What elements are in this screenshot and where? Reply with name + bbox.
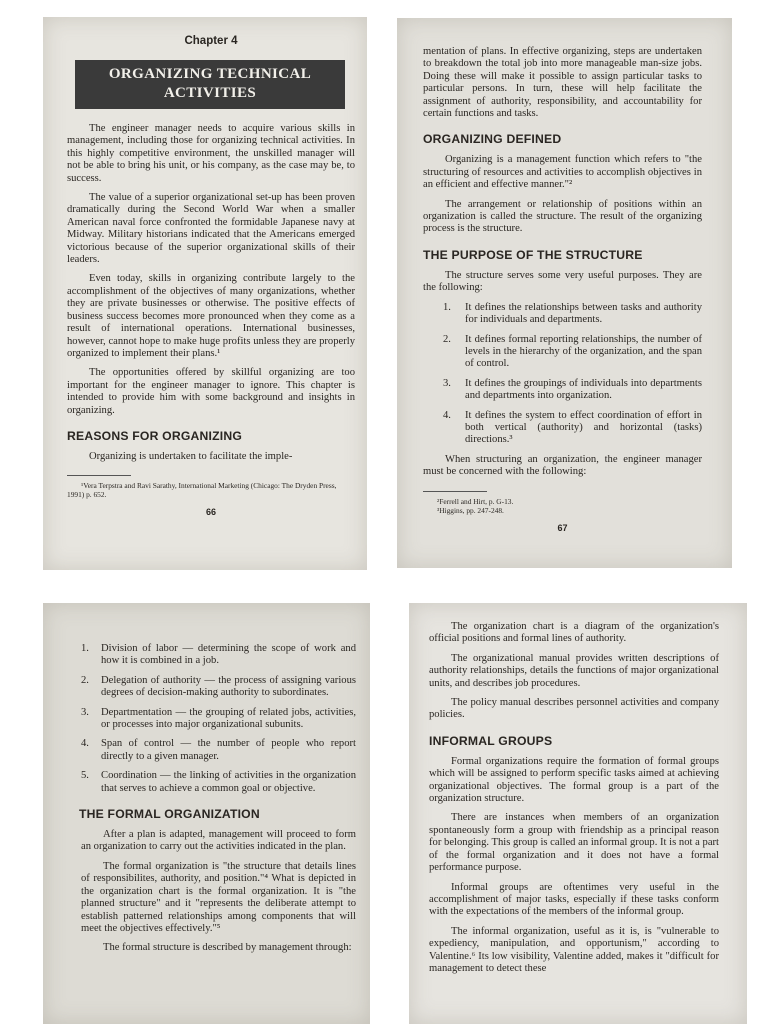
list-number: 2. bbox=[81, 674, 89, 686]
chapter-label: Chapter 4 bbox=[184, 35, 238, 47]
paragraph: After a plan is adapted, management will proceed to form an organization to carry out the activities indicated in the plan. bbox=[81, 829, 356, 853]
list-number: 2. bbox=[443, 333, 451, 345]
paragraph: Even today, skills in organizing contribute largely to the accomplishment of the objectives of many organizations, whether they are private businesses or otherwise. The positive effects of business success becomes more pronounced when they come as a result of international operations. International businesses, however, cannot hope to make huge profits unless they are properly organized to implement their plans.¹ bbox=[67, 273, 355, 359]
list-item bbox=[443, 334, 702, 371]
footnote-divider bbox=[423, 491, 487, 492]
list-item bbox=[81, 675, 356, 700]
list-number: 3. bbox=[81, 706, 89, 718]
list-item bbox=[81, 738, 356, 763]
list-item bbox=[443, 302, 702, 327]
list-text: Delegation of authority — the process of assigning various degrees of decision-making authority to subordinates. bbox=[101, 674, 356, 699]
paragraph: The value of a superior organizational set-up has been proven dramatically during the Second World War when a smaller American naval force confronted the formidable Japanese navy at Midway. Military historians indicated that the Americans emerged victorious because of the superior organizational skills of their leaders. bbox=[67, 192, 355, 266]
list-item bbox=[443, 378, 702, 403]
list-item bbox=[81, 643, 356, 668]
section-heading: THE FORMAL ORGANIZATION bbox=[79, 807, 260, 822]
page-68 bbox=[43, 603, 370, 1024]
list-text: Division of labor — determining the scope of work and how it is combined in a job. bbox=[101, 643, 356, 667]
numbered-list bbox=[443, 302, 702, 447]
paragraph: The formal organization is "the structure that details lines of responsibilites, authority, and position."⁴ What is depicted in the organization chart is the formal organization. It is "the planned structure" and it "represents the deliberate attempt to establish patterned relationships among components that will meet the objectives effectively."⁵ bbox=[81, 860, 356, 934]
paragraph: The structure serves some very useful purposes. They are the following: bbox=[423, 269, 702, 294]
footnote-divider bbox=[67, 475, 131, 476]
list-number: 1. bbox=[443, 301, 451, 313]
paragraph: Formal organizations require the formation of formal groups which will be assigned to perform specific tasks aimed at achieving organizational objectives. The formal group is a part of the organization structure. bbox=[429, 755, 719, 805]
list-text: Departmentation — the grouping of related jobs, activities, or processes into major organizational subunits. bbox=[101, 706, 356, 731]
paragraph: mentation of plans. In effective organizing, steps are undertaken to breakdown the total job into more manageable man-size jobs. Doing these will make it possible to assign particular tasks to particular persons. In turn, these will help facilitate the assignment of authority, responsibility, and accountability for certain functions and tasks. bbox=[423, 46, 702, 120]
list-text: It defines formal reporting relationships, the number of levels in the hierarchy of the organization, and the span of control. bbox=[465, 333, 702, 370]
list-text: Span of control — the number of people who report directly to a given manager. bbox=[101, 738, 356, 762]
paragraph: The organizational manual provides written descriptions of authority relationships, details the functions of major organizational units, and describes job procedures. bbox=[429, 652, 719, 689]
list-item bbox=[81, 707, 356, 732]
paragraph: Organizing is undertaken to facilitate the imple- bbox=[89, 450, 293, 462]
list-text: Coordination — the linking of activities in the organization that serves to achieve a common goal or objective. bbox=[101, 770, 356, 794]
footnote: ³Higgins, pp. 247-248. bbox=[437, 505, 504, 515]
list-number: 4. bbox=[81, 738, 89, 750]
chapter-title-line-1: ORGANIZING TECHNICAL bbox=[108, 66, 312, 82]
section-heading: ORGANIZING DEFINED bbox=[423, 132, 562, 147]
list-text: It defines the groupings of individuals into departments and departments into organization. bbox=[465, 377, 702, 402]
footnote: ²Ferrell and Hirt, p. G-13. bbox=[437, 496, 514, 506]
numbered-list bbox=[81, 643, 356, 795]
section-heading: THE PURPOSE OF THE STRUCTURE bbox=[423, 247, 643, 262]
paragraph: The policy manual describes personnel activities and company policies. bbox=[429, 697, 719, 721]
page-number: 66 bbox=[205, 507, 216, 518]
paragraph: The engineer manager needs to acquire various skills in management, including those for organizing technical activities. In this highly competitive environment, the unskilled manager will not be able to bring his unit, or his company, as the case may be, to success. bbox=[67, 123, 355, 184]
paragraph: The opportunities offered by skillful organizing are too important for the engineer manager to ignore. This chapter is intended to provide him with some background and insights in organizing. bbox=[67, 367, 355, 416]
paragraph: The formal structure is described by management through: bbox=[103, 942, 352, 954]
page-number: 67 bbox=[557, 522, 568, 533]
paragraph: Informal groups are oftentimes very useful in the accomplishment of major tasks, especially if these tasks conform with the expectations of the members of the informal group. bbox=[429, 881, 719, 918]
page-67 bbox=[397, 18, 732, 568]
list-number: 3. bbox=[443, 377, 451, 389]
list-number: 4. bbox=[443, 409, 451, 421]
list-item bbox=[81, 770, 356, 795]
paragraph: The organization chart is a diagram of the organization's official positions and formal lines of authority. bbox=[429, 621, 719, 645]
paragraph: Organizing is a management function which refers to "the structuring of resources and activities to accomplish objectives in an efficient and effective manner."² bbox=[423, 154, 702, 191]
footnote: ¹Vera Terpstra and Ravi Sarathy, International Marketing (Chicago: The Dryden Press, 1991) p. 652. bbox=[67, 481, 337, 500]
paragraph: The informal organization, useful as it is, is "vulnerable to expediency, manipulation, and opportunism," according to Valentine.⁶ Its low visibility, Valentine added, makes it "difficult for management to detect these bbox=[429, 925, 719, 974]
paragraph: When structuring an organization, the engineer manager must be concerned with the following: bbox=[423, 453, 702, 478]
chapter-title-line-2: ACTIVITIES bbox=[163, 85, 257, 101]
list-number: 1. bbox=[81, 643, 89, 654]
paragraph: There are instances when members of an organization spontaneously form a group with friendship as a principal reason for belonging. This group is called an informal group. It is not a part of the formal organization and it does not have a formal performance purpose. bbox=[429, 812, 719, 874]
list-text: It defines the relationships between tasks and authority for individuals and departments. bbox=[465, 301, 702, 326]
list-text: It defines the system to effect coordination of effort in both vertical (authority) and horizontal (tasks) directions.³ bbox=[465, 409, 702, 446]
chapter-title bbox=[75, 60, 345, 109]
paragraph: The arrangement or relationship of positions within an organization is called the structure. The result of the organizing process is the structure. bbox=[423, 198, 702, 235]
page-69 bbox=[409, 603, 747, 1024]
section-heading: INFORMAL GROUPS bbox=[429, 733, 553, 748]
list-item bbox=[443, 410, 702, 447]
page-66 bbox=[43, 17, 367, 570]
section-heading: REASONS FOR ORGANIZING bbox=[67, 428, 243, 443]
list-number: 5. bbox=[81, 770, 89, 782]
